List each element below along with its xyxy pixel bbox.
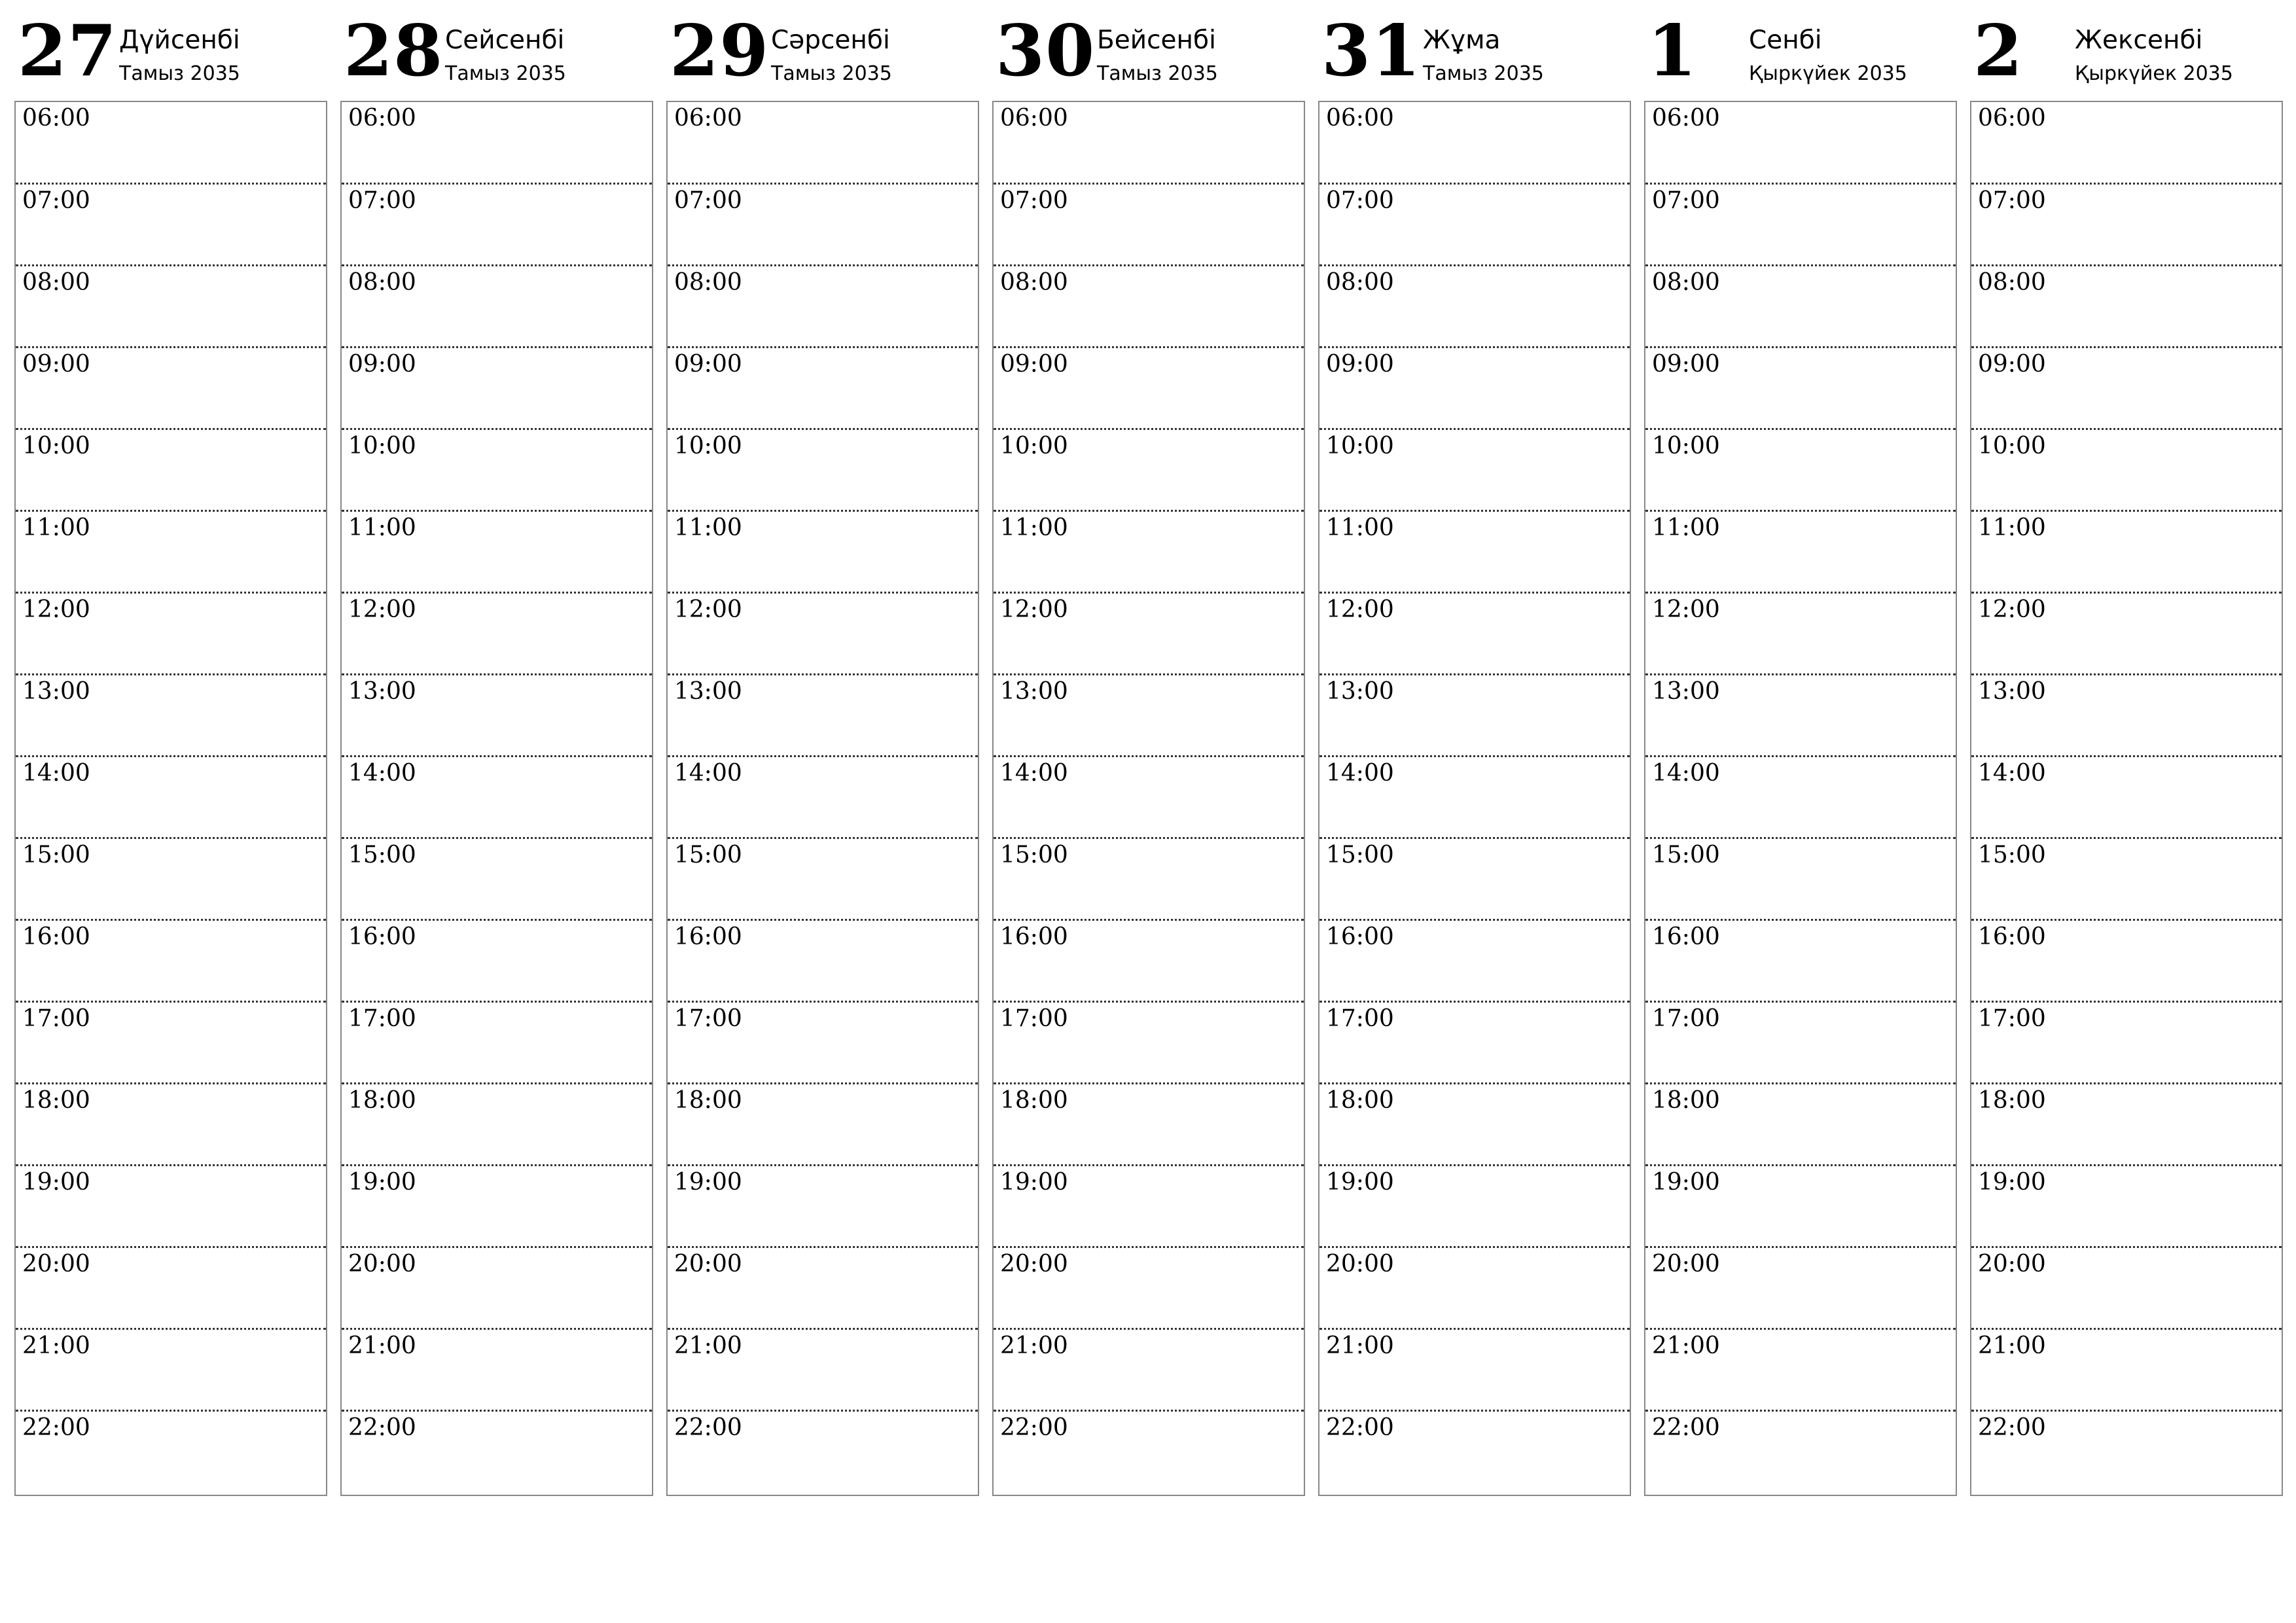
time-slot[interactable] <box>668 183 978 266</box>
time-slot[interactable] <box>994 837 1304 921</box>
time-label: 07:00 <box>1000 187 1068 214</box>
time-label: 08:00 <box>1978 269 2046 296</box>
day-column <box>666 0 979 1441</box>
time-label: 15:00 <box>1652 842 1720 868</box>
time-label: 14:00 <box>674 760 742 787</box>
time-slot[interactable] <box>1319 1410 1630 1493</box>
time-slot[interactable] <box>16 1082 326 1166</box>
time-slot[interactable] <box>994 1246 1304 1330</box>
time-label: 22:00 <box>1000 1414 1068 1441</box>
time-label: 15:00 <box>22 842 90 868</box>
day-number: 2 <box>1973 10 2024 92</box>
time-label: 21:00 <box>1326 1332 1394 1359</box>
month-year-label: Қыркүйек 2035 <box>1749 62 1907 85</box>
time-label: 21:00 <box>22 1332 90 1359</box>
time-label: 16:00 <box>22 923 90 950</box>
time-slot[interactable] <box>668 1246 978 1330</box>
time-slot[interactable] <box>668 428 978 512</box>
time-slot[interactable] <box>1319 755 1630 839</box>
time-slot[interactable] <box>668 673 978 757</box>
time-slot[interactable] <box>1645 346 1956 430</box>
day-column <box>992 0 1305 1441</box>
day-column <box>340 0 653 1441</box>
time-slot[interactable] <box>668 1410 978 1493</box>
time-label: 16:00 <box>1000 923 1068 950</box>
time-label: 10:00 <box>674 433 742 459</box>
time-slot[interactable] <box>1971 428 2282 512</box>
time-slot[interactable] <box>994 183 1304 266</box>
time-label: 18:00 <box>1978 1087 2046 1114</box>
time-label: 11:00 <box>1978 514 2046 541</box>
weekday-label: Бейсенбі <box>1097 26 1216 55</box>
day-column <box>1644 0 1957 1441</box>
time-slot[interactable] <box>994 919 1304 1003</box>
time-slot[interactable] <box>16 1001 326 1084</box>
time-slot[interactable] <box>1971 755 2282 839</box>
time-label: 13:00 <box>674 678 742 705</box>
time-slot[interactable] <box>342 1001 652 1084</box>
time-slot[interactable] <box>1645 837 1956 921</box>
time-label: 06:00 <box>348 105 416 132</box>
time-label: 15:00 <box>1326 842 1394 868</box>
time-label: 21:00 <box>674 1332 742 1359</box>
time-label: 07:00 <box>1978 187 2046 214</box>
time-label: 10:00 <box>1000 433 1068 459</box>
day-header <box>14 0 327 101</box>
time-slot[interactable] <box>1971 837 2282 921</box>
day-schedule-box <box>1970 101 2283 1496</box>
time-label: 08:00 <box>674 269 742 296</box>
time-label: 11:00 <box>348 514 416 541</box>
time-label: 15:00 <box>1978 842 2046 868</box>
time-label: 09:00 <box>22 351 90 378</box>
day-column <box>14 0 327 1441</box>
time-slot[interactable] <box>342 1164 652 1248</box>
time-slot[interactable] <box>1319 919 1630 1003</box>
day-column <box>1318 0 1631 1441</box>
time-slot[interactable] <box>994 346 1304 430</box>
time-label: 09:00 <box>1978 351 2046 378</box>
time-label: 11:00 <box>1000 514 1068 541</box>
time-slot[interactable] <box>668 755 978 839</box>
day-number: 1 <box>1647 10 1698 92</box>
time-slot[interactable] <box>342 755 652 839</box>
weekday-label: Сенбі <box>1749 26 1822 55</box>
time-label: 14:00 <box>1326 760 1394 787</box>
time-label: 08:00 <box>1326 269 1394 296</box>
time-slot[interactable] <box>1319 102 1630 184</box>
time-slot[interactable] <box>16 264 326 348</box>
time-slot[interactable] <box>1971 919 2282 1003</box>
time-label: 07:00 <box>1652 187 1720 214</box>
weekday-label: Сәрсенбі <box>771 26 890 55</box>
time-label: 15:00 <box>1000 842 1068 868</box>
time-slot[interactable] <box>1319 183 1630 266</box>
time-slot[interactable] <box>1971 1001 2282 1084</box>
time-label: 14:00 <box>1978 760 2046 787</box>
time-label: 16:00 <box>348 923 416 950</box>
time-label: 07:00 <box>1326 187 1394 214</box>
time-label: 06:00 <box>1652 105 1720 132</box>
time-slot[interactable] <box>16 919 326 1003</box>
time-label: 10:00 <box>1326 433 1394 459</box>
time-label: 17:00 <box>1326 1005 1394 1032</box>
time-slot[interactable] <box>994 592 1304 675</box>
time-slot[interactable] <box>1645 102 1956 184</box>
time-slot[interactable] <box>342 1410 652 1493</box>
time-slot[interactable] <box>994 1328 1304 1412</box>
time-slot[interactable] <box>1319 264 1630 348</box>
time-label: 12:00 <box>348 596 416 623</box>
time-label: 19:00 <box>1000 1169 1068 1196</box>
time-slot[interactable] <box>668 1082 978 1166</box>
time-label: 06:00 <box>674 105 742 132</box>
time-slot[interactable] <box>342 102 652 184</box>
time-slot[interactable] <box>1645 1328 1956 1412</box>
time-label: 22:00 <box>1326 1414 1394 1441</box>
day-number: 28 <box>344 10 444 92</box>
day-column <box>1970 0 2283 1441</box>
time-slot[interactable] <box>1645 1001 1956 1084</box>
time-label: 22:00 <box>22 1414 90 1441</box>
time-slot[interactable] <box>342 428 652 512</box>
time-label: 10:00 <box>22 433 90 459</box>
time-slot[interactable] <box>994 428 1304 512</box>
time-slot[interactable] <box>16 837 326 921</box>
time-slot[interactable] <box>1319 592 1630 675</box>
time-slot[interactable] <box>668 1001 978 1084</box>
time-slot[interactable] <box>994 102 1304 184</box>
time-slot[interactable] <box>342 1082 652 1166</box>
day-header <box>992 0 1305 101</box>
time-label: 20:00 <box>1652 1251 1720 1277</box>
time-label: 22:00 <box>674 1414 742 1441</box>
time-slot[interactable] <box>1645 1246 1956 1330</box>
time-label: 15:00 <box>674 842 742 868</box>
time-slot[interactable] <box>1319 1246 1630 1330</box>
time-label: 12:00 <box>1326 596 1394 623</box>
time-slot[interactable] <box>16 592 326 675</box>
time-slot[interactable] <box>1645 919 1956 1003</box>
time-label: 22:00 <box>348 1414 416 1441</box>
time-slot[interactable] <box>994 755 1304 839</box>
time-label: 20:00 <box>1978 1251 2046 1277</box>
weekday-label: Жексенбі <box>2075 26 2203 55</box>
day-number: 29 <box>670 10 770 92</box>
time-slot[interactable] <box>1971 264 2282 348</box>
time-slot[interactable] <box>1319 1164 1630 1248</box>
time-label: 11:00 <box>674 514 742 541</box>
time-slot[interactable] <box>668 264 978 348</box>
time-slot[interactable] <box>1645 183 1956 266</box>
time-label: 13:00 <box>22 678 90 705</box>
time-slot[interactable] <box>342 346 652 430</box>
day-schedule-box <box>666 101 979 1496</box>
time-label: 19:00 <box>1652 1169 1720 1196</box>
day-header <box>1644 0 1957 101</box>
day-schedule-box <box>340 101 653 1496</box>
time-slot[interactable] <box>1645 1164 1956 1248</box>
time-slot[interactable] <box>1645 592 1956 675</box>
time-label: 18:00 <box>674 1087 742 1114</box>
time-slot[interactable] <box>342 183 652 266</box>
time-slot[interactable] <box>994 1410 1304 1493</box>
day-header <box>1970 0 2283 101</box>
time-slot[interactable] <box>1971 673 2282 757</box>
time-slot[interactable] <box>668 837 978 921</box>
time-slot[interactable] <box>668 102 978 184</box>
time-slot[interactable] <box>342 837 652 921</box>
time-slot[interactable] <box>1319 510 1630 594</box>
time-slot[interactable] <box>342 510 652 594</box>
day-schedule-box <box>992 101 1305 1496</box>
time-label: 08:00 <box>1652 269 1720 296</box>
time-slot[interactable] <box>668 1164 978 1248</box>
time-slot[interactable] <box>342 592 652 675</box>
time-slot[interactable] <box>16 1410 326 1493</box>
time-slot[interactable] <box>1971 510 2282 594</box>
time-slot[interactable] <box>1971 1410 2282 1493</box>
weekday-label: Жұма <box>1423 26 1501 55</box>
time-label: 06:00 <box>22 105 90 132</box>
time-label: 06:00 <box>1000 105 1068 132</box>
day-header <box>340 0 653 101</box>
time-slot[interactable] <box>1971 183 2282 266</box>
time-label: 12:00 <box>1978 596 2046 623</box>
time-label: 11:00 <box>1652 514 1720 541</box>
time-slot[interactable] <box>1645 755 1956 839</box>
time-label: 21:00 <box>1978 1332 2046 1359</box>
time-label: 11:00 <box>1326 514 1394 541</box>
time-slot[interactable] <box>1971 592 2282 675</box>
time-label: 09:00 <box>348 351 416 378</box>
time-slot[interactable] <box>668 592 978 675</box>
time-slot[interactable] <box>16 1246 326 1330</box>
time-label: 17:00 <box>22 1005 90 1032</box>
time-label: 16:00 <box>1978 923 2046 950</box>
weekday-label: Дүйсенбі <box>119 26 240 55</box>
time-label: 09:00 <box>674 351 742 378</box>
time-label: 18:00 <box>348 1087 416 1114</box>
time-label: 13:00 <box>1000 678 1068 705</box>
time-label: 20:00 <box>348 1251 416 1277</box>
time-label: 09:00 <box>1326 351 1394 378</box>
day-schedule-box <box>14 101 327 1496</box>
month-year-label: Тамыз 2035 <box>1097 62 1218 85</box>
time-slot[interactable] <box>668 510 978 594</box>
time-label: 20:00 <box>674 1251 742 1277</box>
time-slot[interactable] <box>994 1082 1304 1166</box>
time-label: 14:00 <box>1652 760 1720 787</box>
time-slot[interactable] <box>994 264 1304 348</box>
time-slot[interactable] <box>994 1001 1304 1084</box>
time-label: 08:00 <box>22 269 90 296</box>
time-label: 13:00 <box>348 678 416 705</box>
time-label: 16:00 <box>1326 923 1394 950</box>
time-label: 22:00 <box>1652 1414 1720 1441</box>
time-slot[interactable] <box>1971 1246 2282 1330</box>
time-slot[interactable] <box>1645 1082 1956 1166</box>
time-label: 17:00 <box>674 1005 742 1032</box>
time-slot[interactable] <box>1971 1328 2282 1412</box>
time-slot[interactable] <box>1971 1082 2282 1166</box>
time-slot[interactable] <box>342 919 652 1003</box>
time-label: 19:00 <box>1326 1169 1394 1196</box>
time-label: 06:00 <box>1326 105 1394 132</box>
time-label: 21:00 <box>348 1332 416 1359</box>
time-label: 12:00 <box>1652 596 1720 623</box>
day-schedule-box <box>1318 101 1631 1496</box>
time-slot[interactable] <box>1645 1410 1956 1493</box>
time-label: 19:00 <box>1978 1169 2046 1196</box>
day-number: 31 <box>1321 10 1422 92</box>
time-label: 07:00 <box>674 187 742 214</box>
time-label: 17:00 <box>348 1005 416 1032</box>
time-slot[interactable] <box>994 1164 1304 1248</box>
time-slot[interactable] <box>16 510 326 594</box>
time-label: 19:00 <box>674 1169 742 1196</box>
time-label: 20:00 <box>22 1251 90 1277</box>
time-label: 12:00 <box>674 596 742 623</box>
month-year-label: Тамыз 2035 <box>119 62 240 85</box>
time-label: 10:00 <box>348 433 416 459</box>
time-label: 17:00 <box>1000 1005 1068 1032</box>
time-slot[interactable] <box>1971 1164 2282 1248</box>
time-slot[interactable] <box>994 673 1304 757</box>
time-label: 08:00 <box>348 269 416 296</box>
time-label: 07:00 <box>348 187 416 214</box>
month-year-label: Тамыз 2035 <box>445 62 566 85</box>
time-slot[interactable] <box>16 183 326 266</box>
time-label: 18:00 <box>22 1087 90 1114</box>
time-label: 12:00 <box>1000 596 1068 623</box>
time-slot[interactable] <box>16 1164 326 1248</box>
time-slot[interactable] <box>668 919 978 1003</box>
time-label: 09:00 <box>1000 351 1068 378</box>
time-label: 18:00 <box>1000 1087 1068 1114</box>
time-label: 19:00 <box>22 1169 90 1196</box>
time-slot[interactable] <box>1971 346 2282 430</box>
day-schedule-box <box>1644 101 1957 1496</box>
day-header <box>666 0 979 101</box>
time-label: 07:00 <box>22 187 90 214</box>
time-label: 12:00 <box>22 596 90 623</box>
time-slot[interactable] <box>342 1328 652 1412</box>
time-slot[interactable] <box>16 1328 326 1412</box>
time-label: 17:00 <box>1978 1005 2046 1032</box>
time-label: 17:00 <box>1652 1005 1720 1032</box>
time-label: 22:00 <box>1978 1414 2046 1441</box>
time-label: 14:00 <box>22 760 90 787</box>
time-slot[interactable] <box>16 673 326 757</box>
time-slot[interactable] <box>1319 1328 1630 1412</box>
time-slot[interactable] <box>342 264 652 348</box>
time-slot[interactable] <box>1319 1001 1630 1084</box>
time-slot[interactable] <box>1645 673 1956 757</box>
time-label: 13:00 <box>1652 678 1720 705</box>
time-label: 16:00 <box>674 923 742 950</box>
time-slot[interactable] <box>668 1328 978 1412</box>
day-header <box>1318 0 1631 101</box>
time-label: 11:00 <box>22 514 90 541</box>
month-year-label: Тамыз 2035 <box>1423 62 1544 85</box>
time-slot[interactable] <box>994 510 1304 594</box>
day-number: 30 <box>996 10 1096 92</box>
time-label: 13:00 <box>1978 678 2046 705</box>
time-label: 15:00 <box>348 842 416 868</box>
time-label: 20:00 <box>1326 1251 1394 1277</box>
time-slot[interactable] <box>342 673 652 757</box>
time-label: 14:00 <box>348 760 416 787</box>
time-slot[interactable] <box>16 428 326 512</box>
time-label: 14:00 <box>1000 760 1068 787</box>
time-slot[interactable] <box>342 1246 652 1330</box>
time-slot[interactable] <box>1645 510 1956 594</box>
time-label: 20:00 <box>1000 1251 1068 1277</box>
time-slot[interactable] <box>1319 673 1630 757</box>
time-slot[interactable] <box>668 346 978 430</box>
time-label: 19:00 <box>348 1169 416 1196</box>
weekday-label: Сейсенбі <box>445 26 565 55</box>
time-label: 13:00 <box>1326 678 1394 705</box>
time-slot[interactable] <box>16 346 326 430</box>
time-slot[interactable] <box>16 755 326 839</box>
time-slot[interactable] <box>1319 837 1630 921</box>
time-label: 18:00 <box>1326 1087 1394 1114</box>
time-slot[interactable] <box>1645 264 1956 348</box>
time-label: 10:00 <box>1978 433 2046 459</box>
time-label: 06:00 <box>1978 105 2046 132</box>
time-label: 18:00 <box>1652 1087 1720 1114</box>
time-slot[interactable] <box>1645 428 1956 512</box>
time-label: 21:00 <box>1000 1332 1068 1359</box>
time-slot[interactable] <box>1319 428 1630 512</box>
time-slot[interactable] <box>1971 102 2282 184</box>
month-year-label: Қыркүйек 2035 <box>2075 62 2233 85</box>
time-slot[interactable] <box>16 102 326 184</box>
time-label: 16:00 <box>1652 923 1720 950</box>
time-slot[interactable] <box>1319 346 1630 430</box>
month-year-label: Тамыз 2035 <box>771 62 892 85</box>
time-label: 21:00 <box>1652 1332 1720 1359</box>
day-number: 27 <box>18 10 118 92</box>
time-label: 08:00 <box>1000 269 1068 296</box>
time-label: 10:00 <box>1652 433 1720 459</box>
time-slot[interactable] <box>1319 1082 1630 1166</box>
time-label: 09:00 <box>1652 351 1720 378</box>
